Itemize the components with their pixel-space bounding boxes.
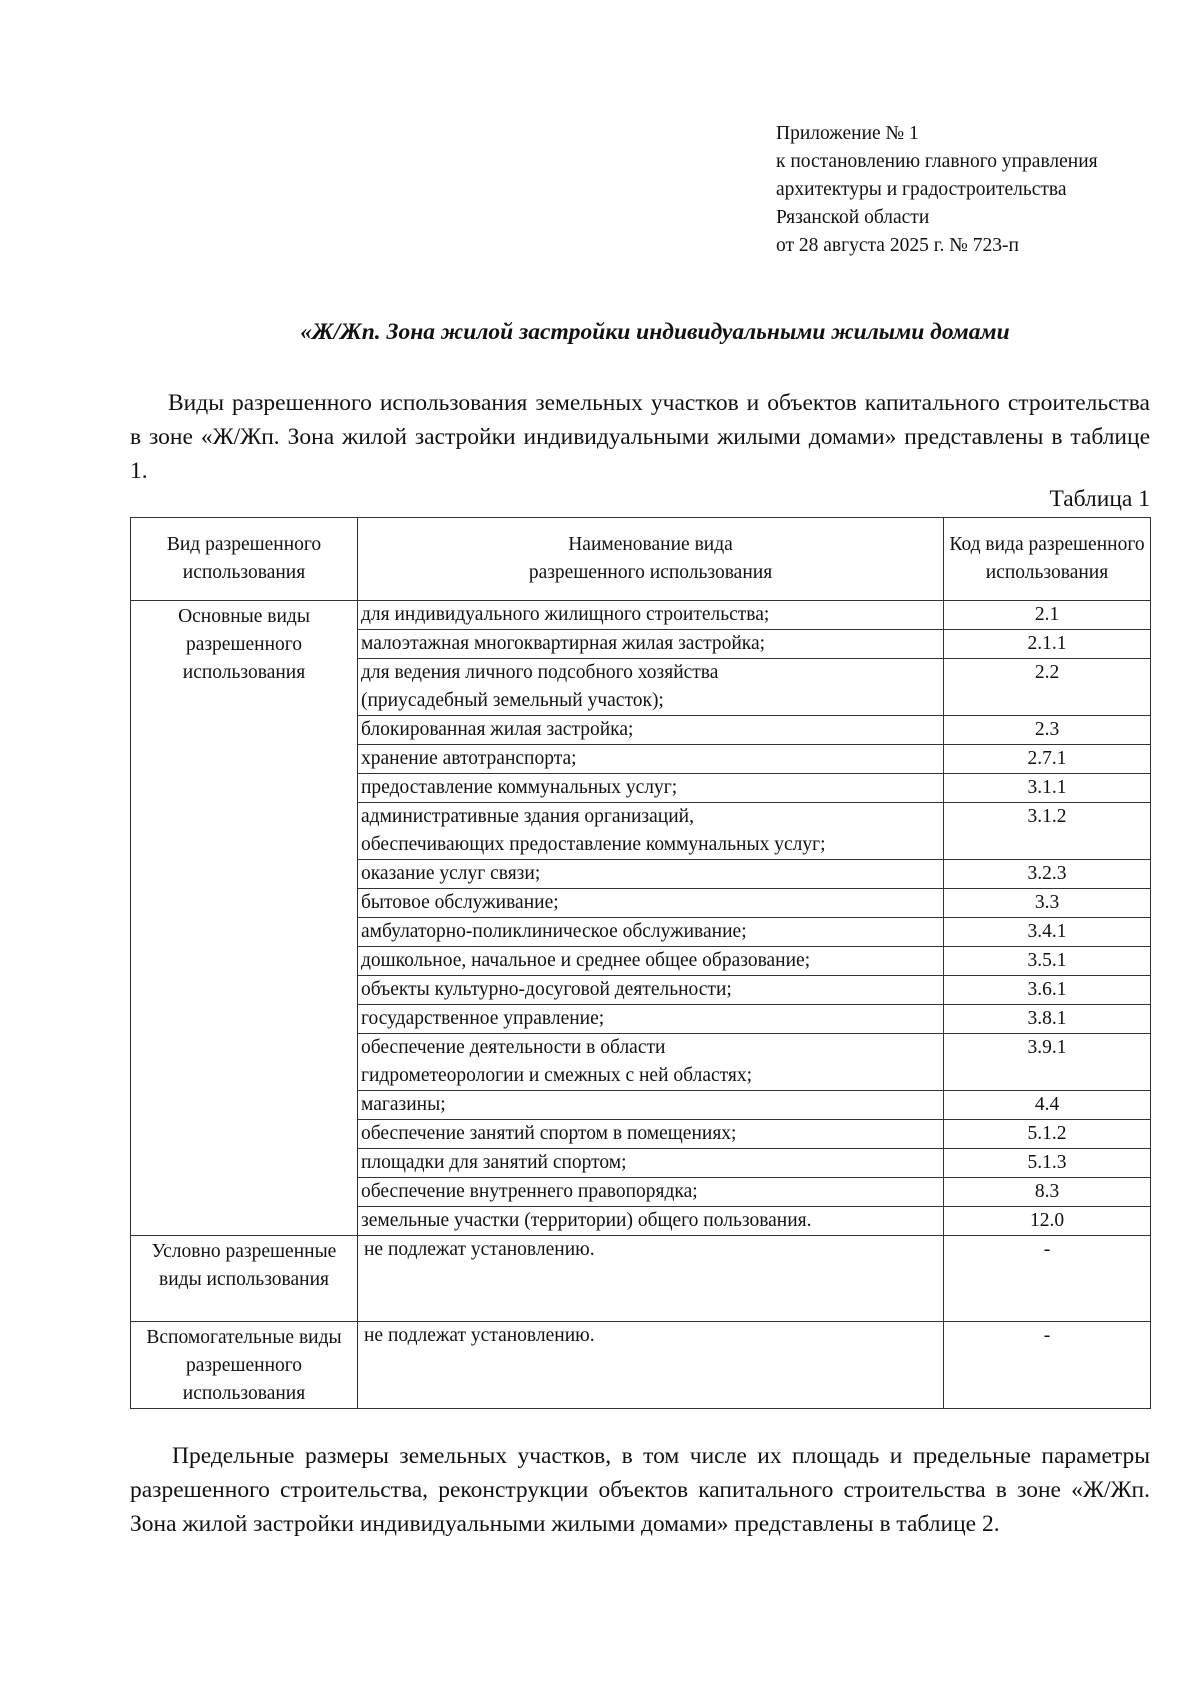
table-row [131,1236,1151,1322]
use-code-cell: 2.1 [944,601,1151,630]
appendix-block [776,120,1176,260]
use-code-cell: 5.1.3 [944,1149,1151,1178]
category-auxiliary: Вспомогательные виды разрешенного использования [131,1322,358,1409]
use-name-cell [358,774,944,803]
use-name-line: оказание услуг связи; [361,863,541,884]
permitted-use-table [130,517,1151,1409]
use-name-cell [358,947,944,976]
use-name-line: площадки для занятий спортом; [361,1152,627,1173]
use-code-cell: 3.3 [944,889,1151,918]
zone-heading: «Ж/Жп. Зона жилой застройки индивидуальными жилыми домами [300,319,1010,345]
use-code-cell: 3.1.1 [944,774,1151,803]
category-conditional: Условно разрешенные виды использования [131,1236,358,1322]
use-code-cell: 3.5.1 [944,947,1151,976]
use-name-line: для индивидуального жилищного строительства; [361,604,770,625]
header-use-name [358,518,944,601]
use-code-cell: 12.0 [944,1207,1151,1236]
use-name-cell [358,1207,944,1236]
appendix-line: архитектуры и градостроительства [776,179,1067,200]
use-name-line: предоставление коммунальных услуг; [361,777,678,798]
table-body [131,601,1151,1409]
use-name-cell [358,1034,944,1091]
appendix-line: к постановлению главного управления [776,151,1098,172]
use-name-line: магазины; [361,1094,446,1115]
use-code-cell: 4.4 [944,1091,1151,1120]
appendix-line: от 28 августа 2025 г. № 723-п [776,235,1019,256]
use-name-line: дошкольное, начальное и среднее общее образование; [361,950,811,971]
use-code-cell: 2.7.1 [944,745,1151,774]
appendix-line: Рязанской области [776,207,930,228]
use-code-cell: 5.1.2 [944,1120,1151,1149]
use-name-line: амбулаторно-поликлиническое обслуживание; [361,921,747,942]
use-code-cell: 3.2.3 [944,860,1151,889]
header-use-type: Вид разрешенного использования [131,518,358,601]
use-code-cell: 8.3 [944,1178,1151,1207]
use-name-line: для ведения личного подсобного хозяйства [361,662,719,683]
use-name-cell: не подлежат установлению. [358,1322,944,1409]
use-code-cell: - [944,1322,1151,1409]
use-code-cell: 3.9.1 [944,1034,1151,1091]
use-name-line: гидрометеорологии и смежных с ней областях; [361,1065,753,1086]
use-name-cell [358,1149,944,1178]
use-name-line: обеспечение занятий спортом в помещениях; [361,1123,737,1144]
table-caption: Таблица 1 [1049,486,1150,512]
use-name-line: административные здания организаций, [361,806,694,827]
use-name-line: обеспечивающих предоставление коммунальных услуг; [361,834,826,855]
use-code-cell: 3.1.2 [944,803,1151,860]
use-name-line: малоэтажная многоквартирная жилая застройка; [361,633,766,654]
use-name-cell [358,630,944,659]
use-name-cell [358,716,944,745]
appendix-line: Приложение № 1 [776,123,919,144]
use-name-cell [358,745,944,774]
use-code-cell: - [944,1236,1151,1322]
use-name-cell: не подлежат установлению. [358,1236,944,1322]
use-name-cell [358,659,944,716]
intro-paragraph: Виды разрешенного использования земельных участков и объектов капитального строительства в зоне «Ж/Жп. Зона жилой застройки индивидуальными жилыми домами» представлены в таблице 1. [130,390,1150,484]
use-name-line: блокированная жилая застройка; [361,719,634,740]
use-name-cell [358,1178,944,1207]
table-row [131,1322,1151,1409]
use-name-cell [358,1091,944,1120]
header-use-code: Код вида разрешенного использования [944,518,1151,601]
use-code-cell: 3.4.1 [944,918,1151,947]
use-name-cell [358,918,944,947]
use-code-cell: 2.2 [944,659,1151,716]
use-name-cell [358,860,944,889]
category-main: Основные виды разрешенного использования [131,601,358,1236]
table-header-row [131,518,1151,601]
use-name-cell [358,803,944,860]
use-name-line: обеспечение деятельности в области [361,1037,666,1058]
use-name-cell [358,601,944,630]
use-name-line: (приусадебный земельный участок); [361,690,664,711]
use-code-cell: 2.3 [944,716,1151,745]
header-use-name-line: разрешенного использования [528,562,773,583]
use-name-line: обеспечение внутреннего правопорядка; [361,1181,698,1202]
use-name-cell [358,976,944,1005]
use-name-line: государственное управление; [361,1008,605,1029]
use-code-cell: 2.1.1 [944,630,1151,659]
use-name-line: земельные участки (территории) общего пользования. [361,1210,812,1231]
use-code-cell: 3.6.1 [944,976,1151,1005]
use-code-cell: 3.8.1 [944,1005,1151,1034]
use-name-line: хранение автотранспорта; [361,748,577,769]
use-name-cell [358,1120,944,1149]
use-name-line: бытовое обслуживание; [361,892,559,913]
use-name-cell [358,889,944,918]
table-row [131,601,1151,630]
header-use-name-line: Наименование вида [568,534,733,555]
use-name-line: объекты культурно-досуговой деятельности; [361,979,732,1000]
use-name-cell [358,1005,944,1034]
closing-paragraph: Предельные размеры земельных участков, в том числе их площадь и предельные параметры разрешенного строительства, реконструкции объектов капитального строительства в зоне «Ж/Жп. Зона жилой застройки индивидуальными жилыми домами» представлены в таблице 2. [130,1443,1150,1537]
